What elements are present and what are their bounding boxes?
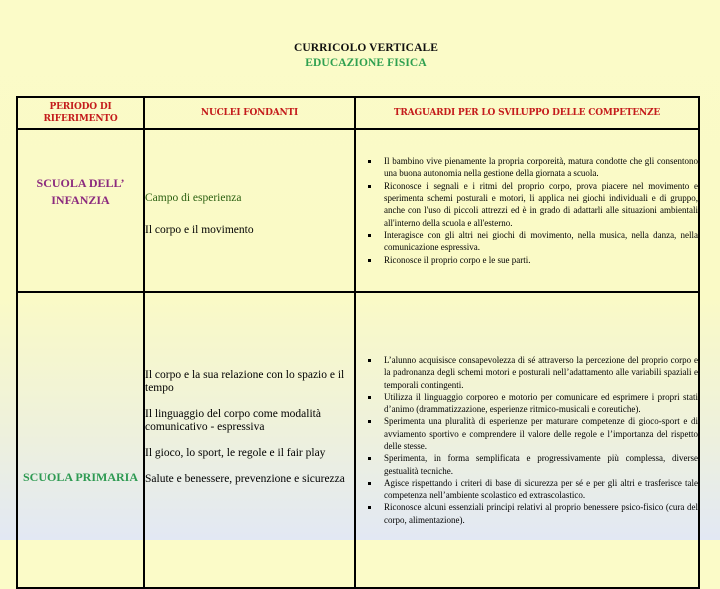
period-infanzia-line1: SCUOLA DELL’ xyxy=(36,175,125,190)
traguardi-primaria xyxy=(355,292,699,588)
header-periodo xyxy=(17,97,144,129)
list-item: Agisce rispettando i criteri di base di sicurezza per sé e per gli altri e trasferisce tale competenza nell’ambiente scolastico ed extrascolastico. xyxy=(384,477,698,501)
list-item: Riconosce i segnali e i ritmi del proprio corpo, prova piacere nel movimento e sperimenta schemi posturali e motori, li applica nei giochi individuali e di gruppo, anche con l'uso di piccoli attrezzi ed è in grado di adattarli alle situazioni ambientali all'interno della scuola e all'esterno. xyxy=(384,180,698,228)
period-infanzia xyxy=(17,129,144,292)
traguardi-primaria-list xyxy=(356,354,698,526)
nuclei-primaria xyxy=(144,292,355,588)
header-periodo-line1: PERIODO DI xyxy=(49,102,112,112)
table-row-primaria xyxy=(17,292,699,588)
period-primaria: SCUOLA PRIMARIA xyxy=(17,292,144,588)
list-item: Il bambino vive pienamente la propria corporeità, matura condotte che gli consentono una buona autonomia nella gestione della giornata a scuola. xyxy=(384,156,698,179)
list-item: L’alunno acquisisce consapevolezza di sé attraverso la percezione del proprio corpo e la padronanza degli schemi motori e posturali nell’adattamento alle variabili spaziali e temporali contingenti. xyxy=(384,354,698,390)
nucleo-campo-esperienza: Campo di esperienza xyxy=(145,192,242,204)
nucleo-gioco-sport: Il gioco, lo sport, le regole e il fair play xyxy=(145,446,326,459)
list-item: Interagisce con gli altri nei giochi di movimento, nella musica, nella danza, nella comunicazione espressiva. xyxy=(384,229,698,253)
traguardi-infanzia xyxy=(355,129,699,292)
document-subtitle: EDUCAZIONE FISICA xyxy=(305,57,427,69)
header-nuclei-fondanti: NUCLEI FONDANTI xyxy=(144,97,355,129)
header-traguardi: TRAGUARDI PER LO SVILUPPO DELLE COMPETENZE xyxy=(355,97,699,129)
document-title: CURRICOLO VERTICALE xyxy=(293,42,439,54)
nucleo-linguaggio-corpo: Il linguaggio del corpo come modalità comunicativo - espressiva xyxy=(145,407,321,433)
list-item: Riconosce il proprio corpo e le sue parti. xyxy=(384,254,698,266)
nucleo-corpo-movimento: Il corpo e il movimento xyxy=(145,224,254,236)
list-item: Utilizza il linguaggio corporeo e motorio per comunicare ed esprimere i propri stati d’animo (drammatizzazione, esperienze ritmico-musicali e coreutiche). xyxy=(384,391,698,415)
traguardi-infanzia-list xyxy=(356,155,698,266)
table-header-row xyxy=(17,97,699,129)
nuclei-infanzia xyxy=(144,129,355,292)
curriculum-table xyxy=(16,96,700,589)
table-row-infanzia xyxy=(17,129,699,292)
nucleo-corpo-spazio-tempo: Il corpo e la sua relazione con lo spazio e il tempo xyxy=(145,368,345,394)
document-title-block xyxy=(0,41,720,71)
header-periodo-line2: RIFERIMENTO xyxy=(43,114,118,124)
list-item: Riconosce alcuni essenziali principi relativi al proprio benessere psico-fisico (cura del corpo, alimentazione). xyxy=(384,502,698,525)
list-item: Sperimenta, in forma semplificata e progressivamente più complessa, diverse gestualità tecniche. xyxy=(384,453,698,476)
list-item: Sperimenta una pluralità di esperienze per maturare competenze di gioco-sport e di avviamento sportivo e comprendere il valore delle regole e l’importanza del rispetto delle stesse. xyxy=(384,416,698,451)
nucleo-salute-benessere: Salute e benessere, prevenzione e sicurezza xyxy=(145,472,345,485)
period-infanzia-line2: INFANZIA xyxy=(51,192,110,207)
